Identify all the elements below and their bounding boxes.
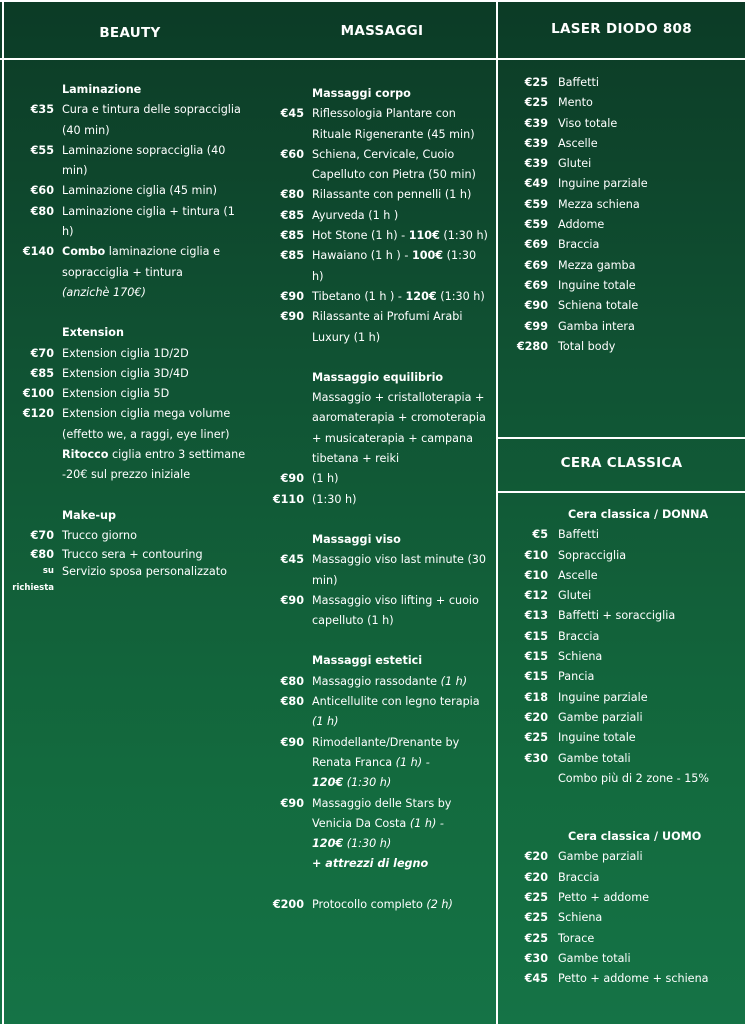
item-desc: Braccia — [558, 629, 600, 643]
list-item — [500, 627, 745, 647]
item-desc: Braccia — [558, 238, 600, 252]
list-item — [500, 888, 745, 908]
price: €12 — [524, 589, 548, 603]
item-desc: Schiena — [558, 650, 603, 664]
item-desc: Ascelle — [558, 136, 598, 150]
price: €15 — [524, 629, 548, 643]
price: €120 — [22, 407, 54, 421]
laser-column — [500, 73, 745, 357]
massaggi-corpo-section — [250, 84, 490, 348]
item-desc: Riflessologia Plantare con Rituale Rigenerante (45 min) — [312, 107, 475, 141]
item-text: Massaggio delle Stars by Venicia Da Costa — [312, 796, 452, 830]
list-item — [500, 235, 745, 255]
list-item — [250, 206, 490, 226]
section-title: Massaggi estetici — [312, 654, 423, 668]
price: €10 — [524, 568, 548, 582]
price: €90 — [280, 796, 304, 810]
list-item — [250, 692, 490, 733]
price: €80 — [280, 695, 304, 709]
price: €59 — [524, 197, 548, 211]
item-desc: Laminazione sopracciglia (40 min) — [62, 143, 226, 178]
item-desc: Pancia — [558, 670, 595, 684]
item-desc: Gambe parziali — [558, 850, 643, 864]
header-beauty: BEAUTY — [99, 25, 161, 41]
item-desc — [312, 733, 490, 794]
price: €99 — [524, 319, 548, 333]
price: €45 — [524, 972, 548, 986]
price: €69 — [524, 238, 548, 252]
combo-note: (anzichè 170€) — [62, 285, 146, 299]
item-desc: Inguine totale — [558, 731, 636, 745]
price: €18 — [524, 690, 548, 704]
header-divider-left — [0, 58, 497, 60]
list-item — [250, 246, 490, 287]
price: €25 — [524, 891, 548, 905]
list-item — [500, 586, 745, 606]
list-item — [500, 114, 745, 134]
list-item — [500, 868, 745, 888]
price: €60 — [280, 147, 304, 161]
item-text: Rimodellante/Drenante by Renata Franca — [312, 735, 460, 769]
item-desc: Schiena — [558, 911, 603, 925]
massaggi-viso-section — [250, 530, 490, 631]
list-item — [500, 317, 745, 337]
item-desc: Ayurveda (1 h ) — [312, 208, 399, 222]
list-item — [500, 667, 745, 687]
header-laser: LASER DIODO 808 — [551, 21, 692, 37]
section-title: Massaggi viso — [312, 532, 401, 546]
list-item — [500, 728, 745, 748]
price: €30 — [524, 751, 548, 765]
item-desc: Schiena totale — [558, 299, 639, 313]
price: €20 — [524, 870, 548, 884]
list-item — [500, 566, 745, 586]
price: €85 — [280, 229, 304, 243]
price: €69 — [524, 258, 548, 272]
list-item — [500, 337, 745, 357]
item-desc: Total body — [558, 339, 616, 353]
list-item — [250, 550, 490, 591]
item-desc: Massaggio viso lifting + cuoio capelluto (1 h) — [312, 593, 479, 628]
list-item — [500, 908, 745, 928]
price: €5 — [532, 528, 548, 542]
item-desc — [312, 895, 490, 915]
list-item — [250, 388, 490, 469]
combo-label: Combo — [62, 245, 106, 259]
header-cera: CERA CLASSICA — [560, 455, 683, 471]
extra-note: + attrezzi di legno — [312, 857, 429, 871]
section-title: Make-up — [62, 508, 117, 522]
price: €90 — [280, 289, 304, 303]
item-desc: Inguine totale — [558, 278, 636, 292]
item-desc: Trucco giorno — [62, 528, 137, 542]
price: €80 — [30, 548, 54, 562]
price: €70 — [30, 528, 54, 542]
item-desc: Mento — [558, 96, 593, 110]
list-item — [250, 287, 490, 307]
item-desc — [312, 226, 490, 246]
price: €85 — [280, 208, 304, 222]
list-item — [500, 929, 745, 949]
price: €140 — [22, 245, 54, 259]
price: €25 — [524, 96, 548, 110]
section-title: Cera classica / DONNA — [568, 508, 709, 521]
list-item — [500, 647, 745, 667]
alt-duration: (1:30 h) — [346, 776, 392, 790]
price: €15 — [524, 670, 548, 684]
alt-price: 110€ — [408, 229, 440, 243]
item-desc: Ascelle — [558, 568, 598, 582]
list-item — [500, 688, 745, 708]
item-desc — [312, 287, 490, 307]
item-duration: (2 h) — [426, 897, 453, 911]
price: €90 — [524, 299, 548, 313]
header-divider-right — [496, 58, 745, 60]
price: €25 — [524, 911, 548, 925]
item-desc: Petto + addome + schiena — [558, 972, 709, 986]
item-desc: Rilassante con pennelli (1 h) — [312, 188, 472, 202]
price: €280 — [516, 339, 548, 353]
center-divider — [496, 0, 498, 1024]
list-item — [500, 969, 745, 989]
list-item — [500, 847, 745, 867]
item-desc: Sopracciglia — [558, 548, 627, 562]
list-item — [500, 525, 745, 545]
price: €30 — [524, 951, 548, 965]
price: €80 — [280, 674, 304, 688]
price: €80 — [30, 204, 54, 218]
item-desc: Petto + addome — [558, 891, 650, 905]
item-desc: Gamba intera — [558, 319, 635, 333]
section-title: Extension — [62, 326, 124, 340]
list-item — [500, 215, 745, 235]
alt-price: 120€ — [312, 837, 344, 851]
item-desc: Extension ciglia 1D/2D — [62, 346, 189, 360]
equilibrio-desc: Massaggio + cristalloterapia + aaromaterapia + cromoterapia + musicaterapia + campana tibetana + reiki — [312, 391, 486, 466]
price: €25 — [524, 931, 548, 945]
item-duration: (1 h) — [440, 674, 468, 688]
price: €20 — [524, 850, 548, 864]
price: €100 — [22, 387, 54, 401]
massaggi-estetici-section — [250, 651, 490, 874]
item-text: Hawaiano (1 h ) - — [312, 249, 412, 263]
item-text: Protocollo completo — [312, 897, 427, 911]
ritocco-label: Ritocco — [62, 448, 109, 462]
cera-header-bottom-divider — [496, 491, 745, 493]
price: €39 — [524, 116, 548, 130]
item-desc: Extension ciglia 5D — [62, 387, 170, 401]
item-desc: Gambe totali — [558, 751, 631, 765]
combo-note: Combo più di 2 zone - 15% — [558, 771, 710, 785]
section-title: Massaggio equilibrio — [312, 370, 444, 384]
item-desc: Glutei — [558, 589, 592, 603]
item-desc — [312, 672, 490, 692]
item-desc: Gambe parziali — [558, 710, 643, 724]
item-desc: Baffetti + soracciglia — [558, 609, 676, 623]
price: €25 — [524, 76, 548, 89]
item-desc: Massaggio viso last minute (30 min) — [312, 553, 487, 587]
price: €110 — [272, 492, 304, 506]
item-desc: (1 h) — [312, 472, 339, 486]
alt-price: 100€ — [411, 249, 444, 263]
header-massaggi: MASSAGGI — [340, 23, 424, 39]
item-desc — [312, 246, 490, 287]
item-desc: Rilassante ai Profumi Arabi Luxury (1 h) — [312, 310, 463, 344]
list-item — [500, 769, 745, 789]
list-item — [250, 794, 490, 875]
item-desc: (1:30 h) — [312, 492, 357, 506]
price: €70 — [30, 346, 54, 360]
alt-price: 120€ — [405, 289, 437, 303]
item-desc: Inguine parziale — [558, 177, 648, 191]
price: €69 — [524, 278, 548, 292]
combo-desc: laminazione ciglia e sopracciglia + tintura — [62, 245, 220, 279]
item-desc: Viso totale — [558, 116, 618, 130]
list-item — [250, 469, 490, 489]
price: €45 — [280, 553, 304, 567]
item-duration: (1 h) - — [395, 755, 430, 769]
protocollo-item — [250, 895, 490, 915]
list-item — [500, 73, 745, 93]
list-item — [500, 174, 745, 194]
item-duration: (1 h) — [312, 715, 339, 729]
item-desc: Inguine parziale — [558, 690, 648, 704]
list-item — [250, 307, 490, 348]
price: €90 — [280, 472, 304, 486]
item-desc: Baffetti — [558, 76, 600, 89]
list-item — [500, 546, 745, 566]
item-text: Massaggio rassodante — [312, 674, 441, 688]
price: €80 — [280, 188, 304, 202]
price: €10 — [524, 548, 548, 562]
list-item — [250, 591, 490, 632]
ritocco-text: ciglia entro 3 settimane -20€ sul prezzo iniziale — [62, 448, 246, 482]
alt-duration: (1:30 h) — [439, 229, 488, 243]
section-title: Massaggi corpo — [312, 87, 411, 100]
item-desc: Torace — [558, 931, 595, 945]
item-desc: Extension ciglia mega volume (effetto we, a raggi, eye liner) — [62, 407, 231, 441]
list-item — [250, 733, 490, 794]
list-item — [500, 276, 745, 296]
item-text: Tibetano (1 h ) - — [312, 289, 406, 303]
item-desc — [312, 692, 490, 733]
list-item — [250, 185, 490, 205]
item-text: Anticellulite con legno terapia — [312, 695, 480, 709]
price: €45 — [280, 107, 304, 121]
price: €25 — [524, 731, 548, 745]
list-item — [500, 93, 745, 113]
price: €49 — [524, 177, 548, 191]
list-item — [500, 949, 745, 969]
cera-uomo-section — [500, 827, 745, 989]
price: €39 — [524, 157, 548, 171]
item-desc: Extension ciglia 3D/4D — [62, 366, 189, 380]
price: €59 — [524, 218, 548, 232]
item-desc: Baffetti — [558, 528, 600, 542]
item-desc: Servizio sposa personalizzato — [62, 565, 227, 579]
price: €85 — [30, 366, 54, 380]
item-desc: Laminazione ciglia (45 min) — [62, 184, 218, 198]
cera-column — [500, 505, 745, 1010]
item-desc: Laminazione ciglia + tintura (1 h) — [62, 204, 235, 239]
alt-duration: (1:30 h) — [312, 249, 477, 283]
alt-duration: (1:30 h) — [436, 289, 485, 303]
list-item — [500, 708, 745, 728]
price: €60 — [30, 184, 54, 198]
list-item — [500, 296, 745, 316]
price: €39 — [524, 136, 548, 150]
massaggi-column — [0, 84, 496, 915]
price: €20 — [524, 710, 548, 724]
list-item — [250, 226, 490, 246]
item-desc: Mezza schiena — [558, 197, 640, 211]
cera-header-top-divider — [496, 437, 745, 439]
price: €13 — [524, 609, 548, 623]
item-desc: Addome — [558, 218, 605, 232]
list-item — [250, 672, 490, 692]
list-item — [500, 749, 745, 769]
price: €85 — [280, 249, 304, 263]
list-item — [500, 256, 745, 276]
price: €200 — [272, 897, 304, 911]
list-item — [500, 134, 745, 154]
list-item — [500, 195, 745, 215]
item-text: Hot Stone (1 h) - — [312, 229, 409, 243]
price: €90 — [280, 735, 304, 749]
item-desc: Glutei — [558, 157, 592, 171]
massaggio-equilibrio-section — [250, 368, 490, 510]
item-desc: Trucco sera + contouring — [62, 548, 203, 562]
list-item — [250, 145, 490, 186]
item-desc: Mezza gamba — [558, 258, 636, 272]
item-desc: Braccia — [558, 870, 600, 884]
item-desc: Cura e tintura delle sopracciglia (40 min) — [62, 103, 241, 137]
alt-duration: (1:30 h) — [346, 837, 392, 851]
price: €15 — [524, 650, 548, 664]
price: €90 — [280, 310, 304, 324]
alt-price: 120€ — [312, 776, 344, 790]
list-item — [250, 490, 490, 510]
list-item — [500, 154, 745, 174]
section-title: Laminazione — [62, 83, 142, 96]
price: €35 — [30, 103, 54, 117]
item-desc: Schiena, Cervicale, Cuoio Capelluto con Pietra (50 min) — [312, 147, 476, 182]
list-item — [500, 606, 745, 626]
sposa-note: su richiesta — [12, 566, 54, 594]
list-item — [250, 104, 490, 145]
section-title: Cera classica / UOMO — [568, 830, 702, 844]
item-duration: (1 h) - — [409, 816, 444, 830]
price: €90 — [280, 593, 304, 607]
item-desc — [312, 794, 490, 875]
top-border — [0, 0, 745, 2]
cera-donna-section — [500, 505, 745, 789]
item-desc: Gambe totali — [558, 951, 631, 965]
price: €55 — [30, 143, 54, 157]
